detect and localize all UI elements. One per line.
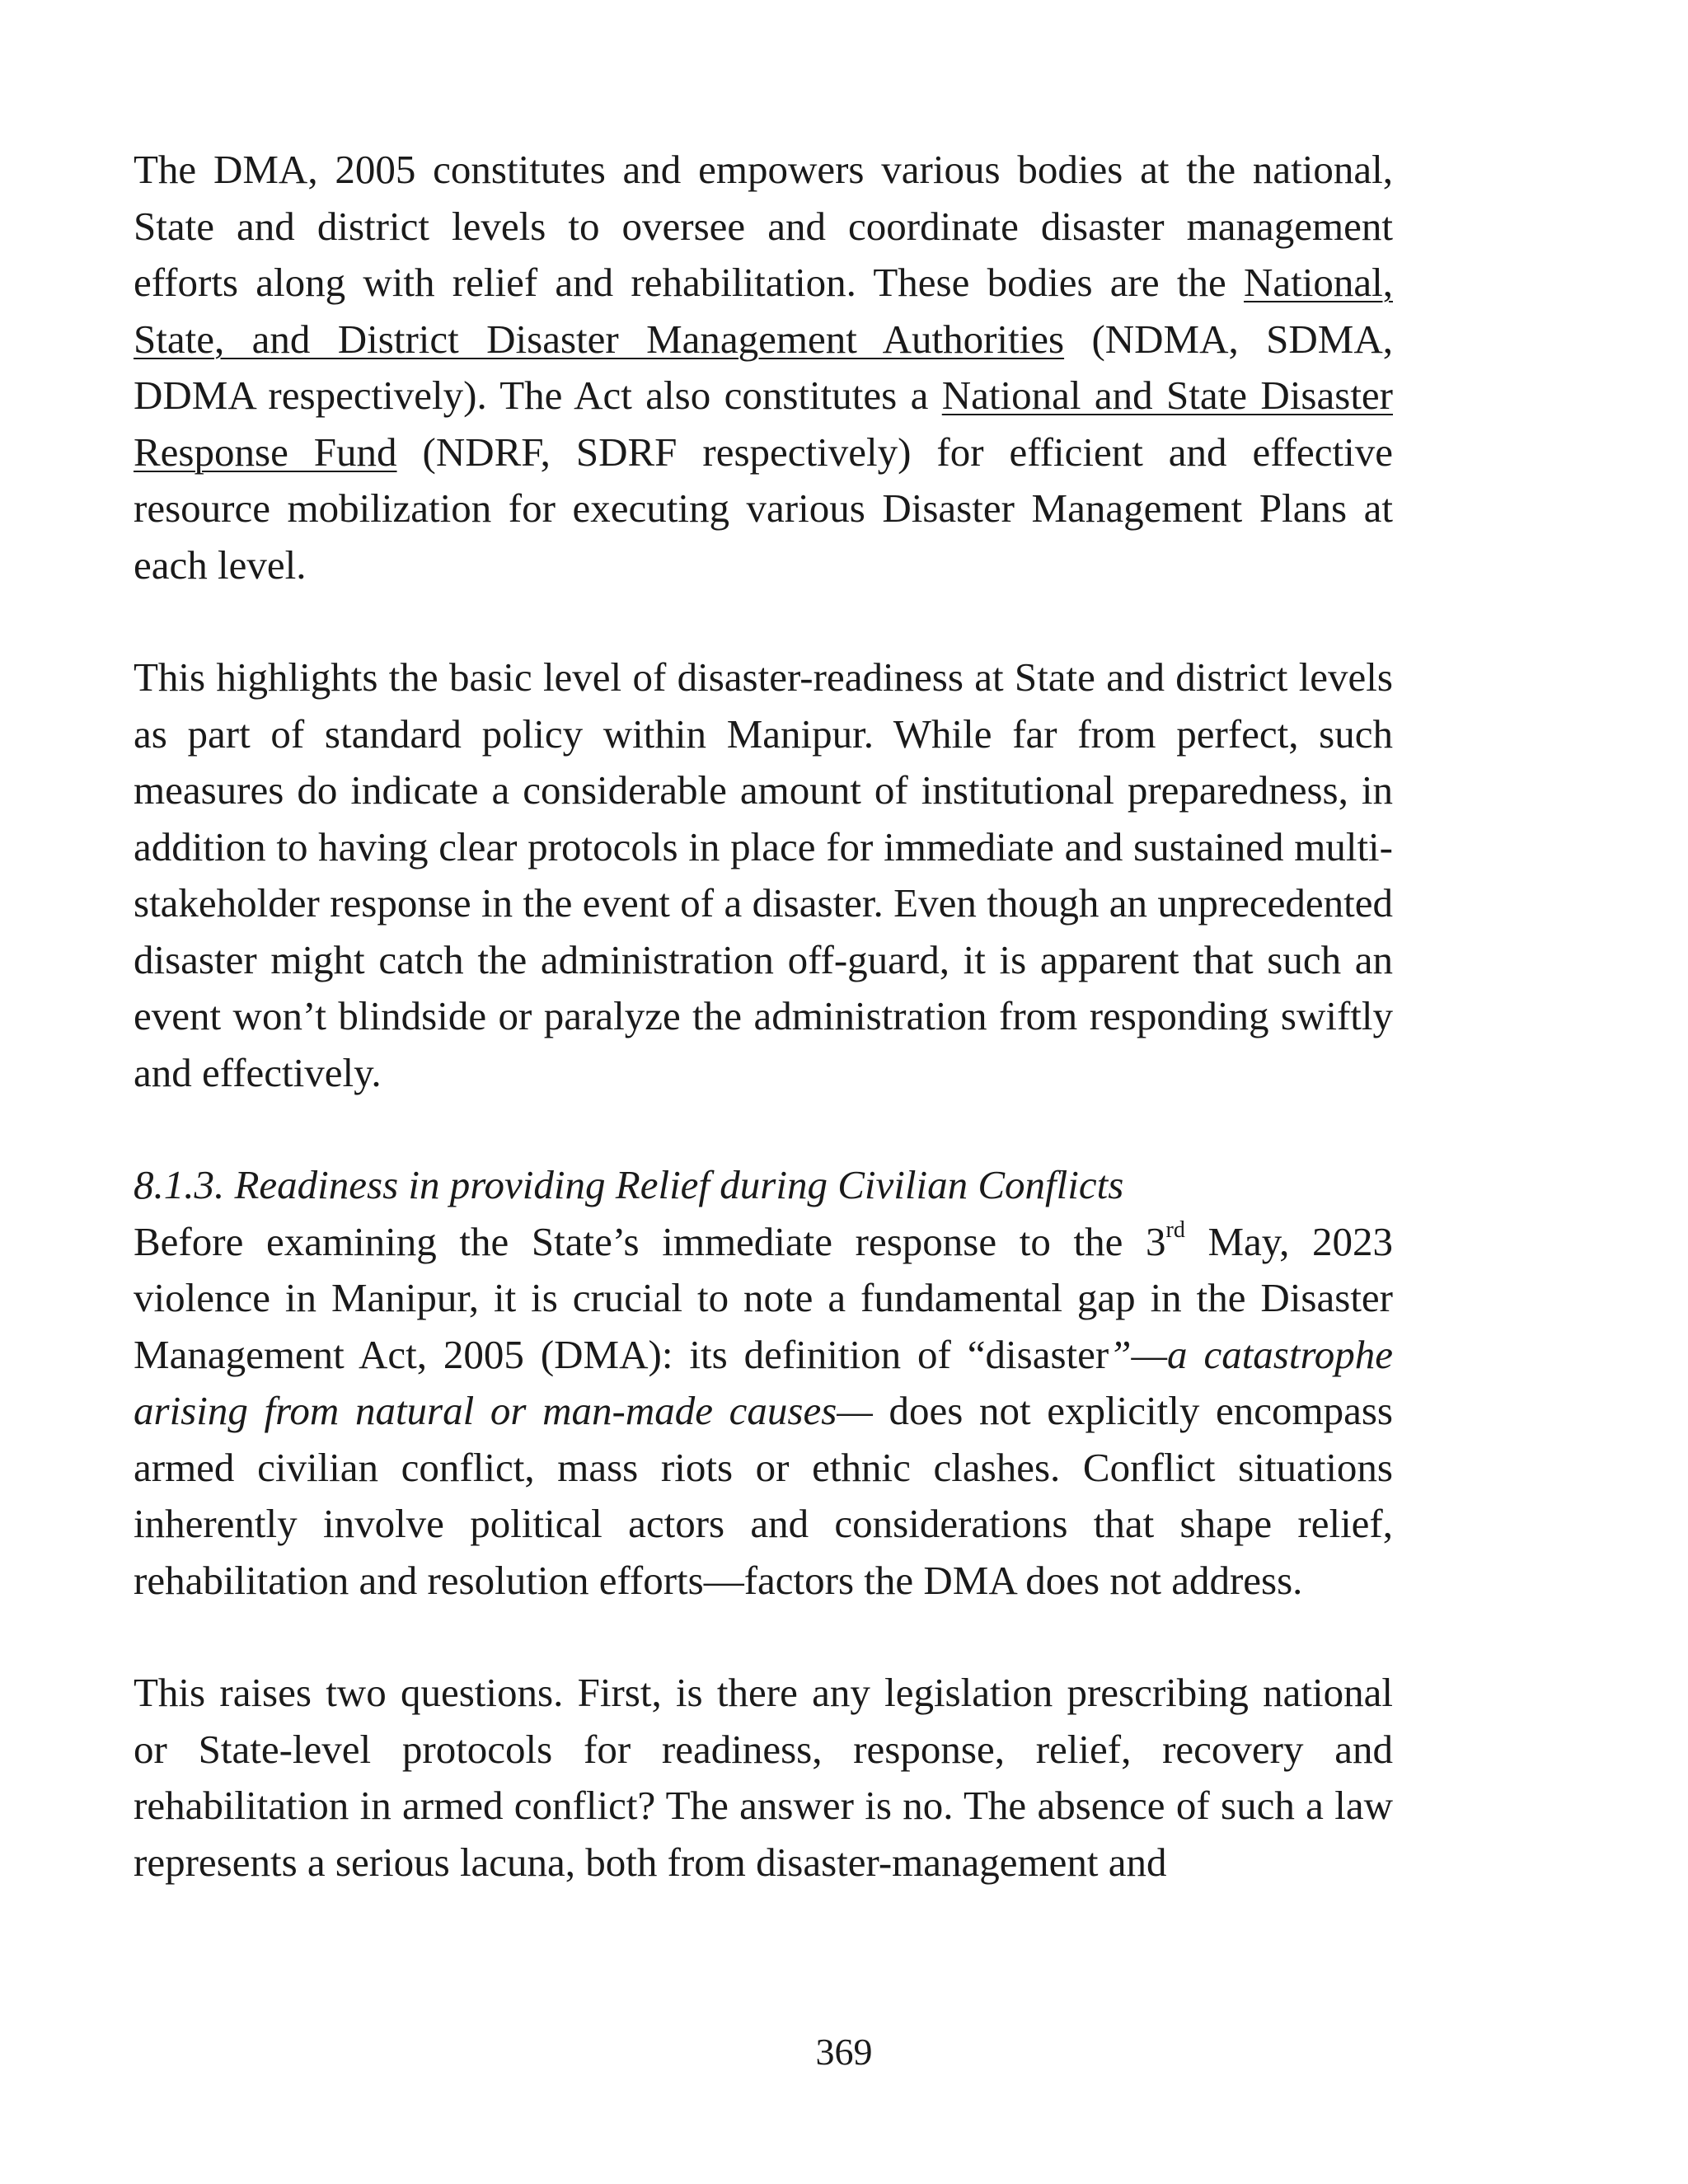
paragraph-text: (NDRF, SDRF respectively) for efficient and effective resource mobilization for executing various Disaster Management Plans at each level. (134, 429, 1393, 588)
page-body (134, 142, 1393, 1891)
paragraph-text: (NDMA, SDMA, DDMA respectively). The Act also constitutes a (134, 316, 1393, 418)
paragraph-text: May, 2023 violence in Manipur, it is crucial to note a fundamental gap in the Disaster Management Act, 2005 (DMA): its definition of “disaster (134, 1218, 1394, 1377)
ordinal-superscript: rd (1165, 1216, 1185, 1243)
section-heading: 8.1.3. Readiness in providing Relief during Civilian Conflicts (134, 1162, 1124, 1207)
paragraph-text: does not explicitly encompass armed civilian conflict, mass riots or ethnic clashes. Conflict situations inherently involve political actors and considerations that shape relief, rehabilitation and resolution efforts—factors the DMA does not address. (134, 1388, 1393, 1603)
link-disaster-management-authorities[interactable]: National, State, and District Disaster Management Authorities (134, 260, 1393, 362)
definition-quote: ”—a catastrophe arising from natural or man-made causes— (134, 1331, 1393, 1433)
link-disaster-response-fund[interactable]: National and State Disaster Response Fund (134, 373, 1393, 475)
paragraph-dma-gap (134, 1214, 1393, 1610)
paragraph-text: The DMA, 2005 constitutes and empowers various bodies at the national, State and district levels to oversee and coordinate disaster management efforts along with relief and rehabilitation. These bodies are the (134, 147, 1393, 305)
paragraph-disaster-readiness: This highlights the basic level of disaster-readiness at State and district levels as part of standard policy within Manipur. While far from perfect, such measures do indicate a considerable amount of institutional preparedness, in addition to having clear protocols in place for immediate and sustained multi-stakeholder response in the event of a disaster. Even though an unprecedented disaster might catch the administration off-guard, it is apparent that such an event won’t blindside or paralyze the administration from responding swiftly and effectively. (134, 654, 1393, 1095)
page-number: 369 (815, 2031, 873, 2073)
paragraph-dma-bodies (134, 142, 1393, 593)
paragraph-text: Before examining the State’s immediate response to the 3 (134, 1218, 1166, 1264)
paragraph-two-questions: This raises two questions. First, is there any legislation prescribing national or State-level protocols for readiness, response, relief, recovery and rehabilitation in armed conflict? The answer is no. The absence of such a law represents a serious lacuna, both from disaster-management and (134, 1670, 1393, 1885)
